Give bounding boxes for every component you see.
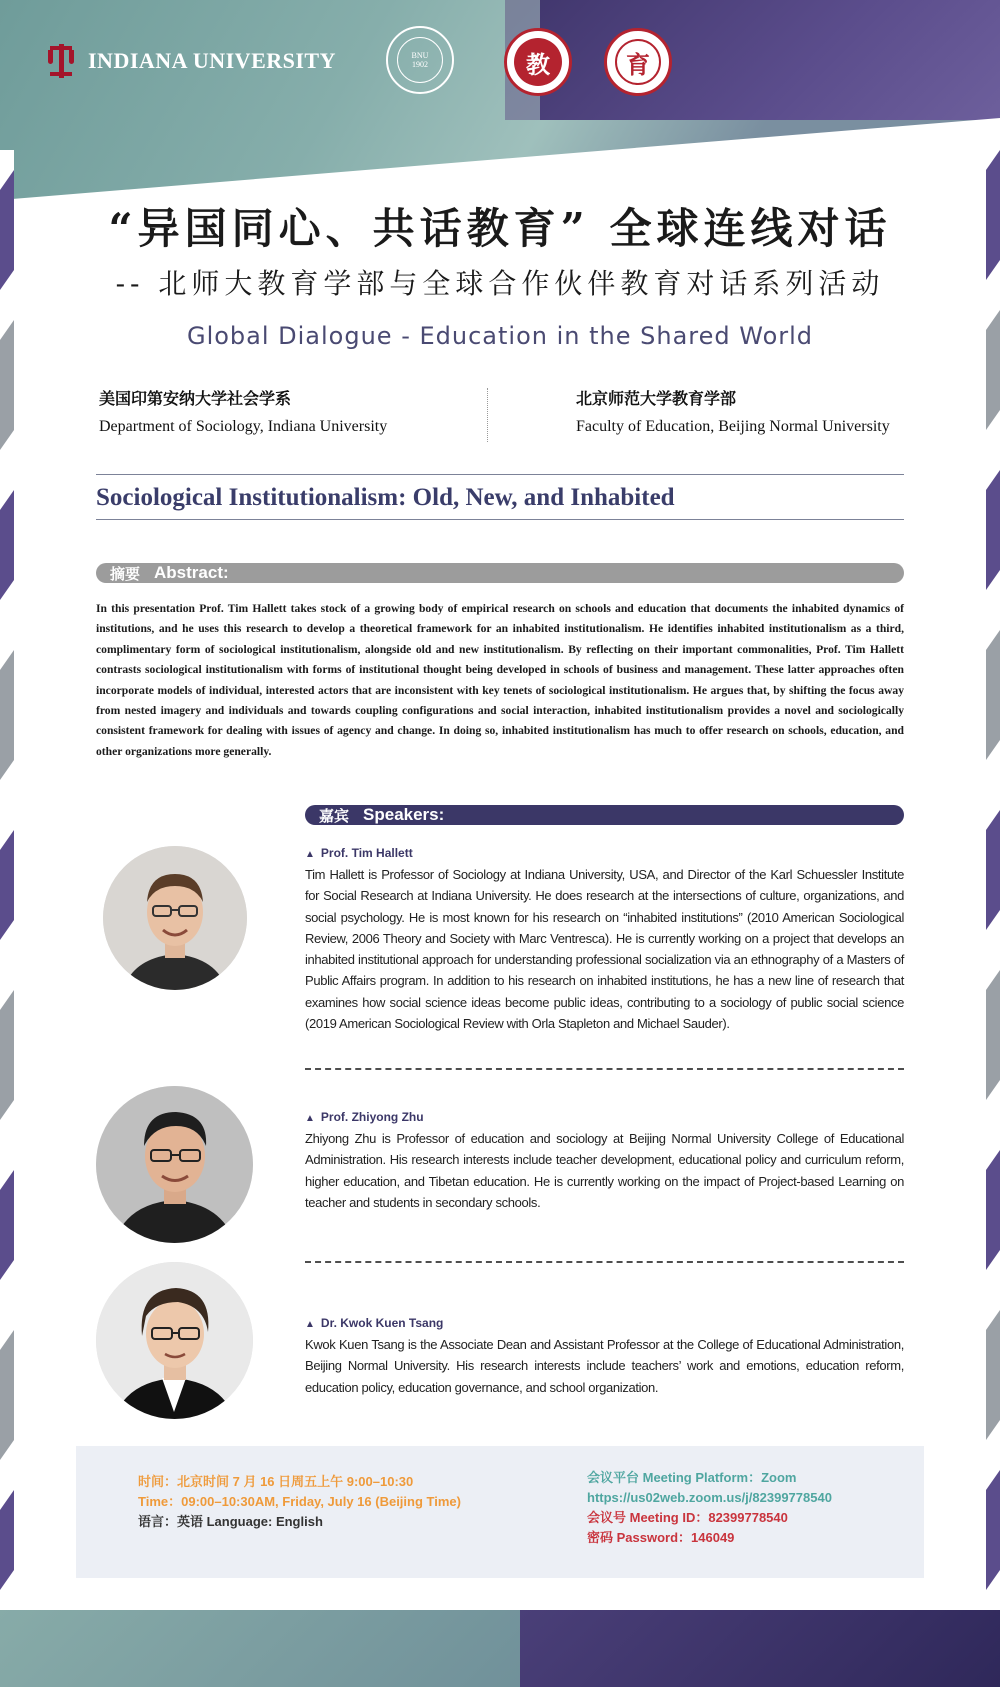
faculty-of-education-seal-icon: 教	[504, 28, 572, 96]
speakers-heading-bar	[305, 805, 904, 825]
organizer-indiana-en: Department of Sociology, Indiana University	[99, 418, 388, 435]
triangle-bullet-icon: ▲	[305, 849, 315, 860]
page-subtitle-chinese: -- 北师大教育学部与全球合作伙伴教育对话系列活动	[115, 267, 885, 300]
abstract-heading-bar	[96, 563, 904, 583]
organizer-indiana-cn: 美国印第安纳大学社会学系	[99, 389, 292, 408]
left-decorative-stripes	[0, 150, 14, 1610]
abstract-label-en: Abstract:	[154, 563, 229, 582]
indiana-university-logo	[44, 44, 336, 78]
organizer-divider	[487, 388, 488, 442]
footer-teal-panel	[0, 1610, 560, 1687]
speaker-bio-tsang: Kwok Kuen Tsang is the Associate Dean and Assistant Professor at the College of Educational Administration, Beijing Normal University. His research interests include teachers’ work and emotions, education reform, education policy, education governance, and school organization.	[305, 1337, 904, 1395]
right-decorative-stripes	[986, 150, 1000, 1610]
event-time-cn: 时间：北京时间 7 月 16 日周五上午 9:00–10:30	[138, 1474, 414, 1489]
speaker-name-hallett: ▲ Prof. Tim Hallett	[305, 846, 413, 860]
event-time-en: Time：09:00–10:30AM, Friday, July 16 (Beijing Time)	[138, 1494, 461, 1509]
speakers-label-en: Speakers:	[363, 805, 445, 824]
abstract-text: In this presentation Prof. Tim Hallett takes stock of a growing body of empirical research on schools and education that documents the inhabited dynamics of institutions, and he uses this research to develop a theoretical framework for an inhabited institutionalism. He identifies inhabited institutionalism as a third, complimentary form of sociological institutionalism, alongside old and new institutionalism. By reflecting on their important commonalities, Prof. Tim Hallett contrasts sociological institutionalism with forms of institutional thought being developed in schools of business and management. These latter approaches often incorporate models of individual, interested actors that are inconsistent with key tenets of sociological institutionalism. He argues that, by shifting the focus away from nested imagery and individuals and towards coupling configurations and social interaction, inhabited institutionalism provides a novel and sociologically consistent framework for dealing with issues of agency and change. In doing so, inhabited institutionalism has much to offer research on schools, education, and other organizations more generally.	[96, 602, 904, 758]
meeting-password: 密码 Password：146049	[587, 1530, 735, 1545]
speaker-photo-zhu	[96, 1086, 253, 1243]
page-title-english: Global Dialogue - Education in the Shared World	[186, 322, 814, 350]
event-language: 语言：英语 Language: English	[138, 1514, 323, 1529]
speaker-bio-zhu: Zhiyong Zhu is Professor of education and sociology at Beijing Normal University College of Educational Administration. His research interests include teacher development, educational policy and curriculum reform, higher education, and Tibetan education. He is currently working on the impact of Project-based Learning on teacher and students in secondary schools.	[305, 1131, 904, 1210]
organizer-indiana	[99, 386, 387, 436]
speaker-photo-tsang	[96, 1262, 253, 1419]
speaker-divider	[305, 1068, 904, 1070]
meeting-details	[587, 1468, 832, 1548]
lecture-topic: Sociological Institutionalism: Old, New, and Inhabited	[96, 484, 675, 511]
university-name: INDIANA UNIVERSITY	[88, 48, 336, 73]
event-schedule	[138, 1472, 461, 1532]
topic-rule-top	[96, 474, 904, 475]
speakers-label-cn: 嘉宾	[319, 806, 350, 825]
footer-purple-panel	[520, 1610, 1000, 1687]
footer-background	[0, 1610, 1000, 1687]
institute-seal-icon: 育	[604, 28, 672, 96]
meeting-url-link[interactable]: https://us02web.zoom.us/j/82399778540	[587, 1490, 832, 1505]
abstract-label-cn: 摘要	[110, 564, 141, 583]
triangle-bullet-icon: ▲	[305, 1113, 315, 1124]
header-background	[0, 0, 1000, 200]
page-title-chinese: “异国同心、共话教育” 全球连线对话	[108, 204, 892, 253]
speaker-divider	[305, 1261, 904, 1263]
meeting-id: 会议号 Meeting ID：82399778540	[587, 1510, 788, 1525]
organizer-bnu-en: Faculty of Education, Beijing Normal University	[576, 418, 890, 435]
beijing-normal-university-seal-icon: BNU 1902	[386, 26, 454, 94]
topic-rule-bottom	[96, 519, 904, 520]
speaker-photo-hallett	[103, 846, 247, 990]
meeting-platform: 会议平台 Meeting Platform：Zoom	[587, 1470, 797, 1485]
triangle-bullet-icon: ▲	[305, 1319, 315, 1330]
event-info-panel	[76, 1446, 924, 1578]
header-diagonal-shape	[0, 0, 1000, 200]
speaker-bio-hallett: Tim Hallett is Professor of Sociology at Indiana University, USA, and Director of the Karl Schuessler Institute for Social Research at Indiana University. He does research at the intersections of culture, organizations, and social psychology. He is most known for his research on “inhabited institutions” (2010 American Sociological Review, 2006 Theory and Society with Marc Ventresca). He is currently working on a project that develops an inhabited institutional approach for understanding professional socialization via an ethnography of a Masters of Public Affairs program. In addition to his research on inhabited institutions, he has a new line of research that examines how social science ideas become public ideas, contributing to a sociology of public social science (2019 American Sociological Review with Orla Stapleton and Michael Sauder).	[305, 867, 904, 1032]
organizer-bnu-cn: 北京师范大学教育学部	[576, 389, 737, 408]
speaker-name-zhu: ▲ Prof. Zhiyong Zhu	[305, 1110, 424, 1124]
speaker-name-tsang: ▲ Dr. Kwok Kuen Tsang	[305, 1316, 444, 1330]
iu-trident-icon	[44, 44, 78, 78]
organizer-bnu	[576, 386, 890, 436]
